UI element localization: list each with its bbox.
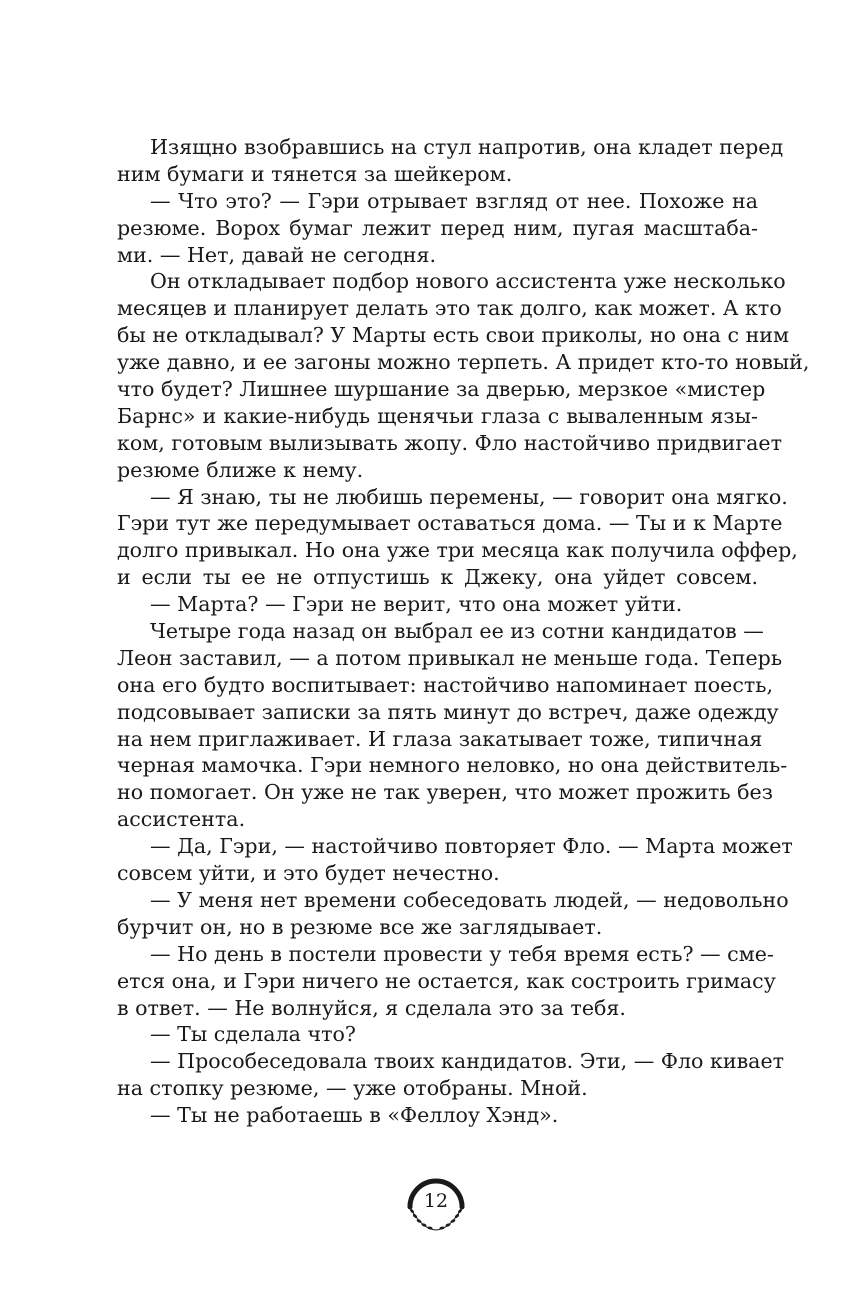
text-line: — У меня нет времени собеседовать людей, — недовольно <box>150 887 789 912</box>
text-line: в ответ. — Не волнуйся, я сделала это за тебя. <box>117 995 626 1020</box>
text-line: бы не откладывал? У Марты есть свои приколы, но она с ним <box>117 323 790 348</box>
text-line: ми. — Нет, давай не сегодня. <box>117 242 437 267</box>
text-line: резюме ближе к нему. <box>117 457 364 482</box>
text-line: — Ты не работаешь в «Феллоу Хэнд». <box>150 1103 559 1128</box>
text-line: уже давно, и ее загоны можно терпеть. А придет кто-то новый, <box>117 350 810 375</box>
text-line: резюме. Ворох бумаг лежит перед ним, пугая масштаба- <box>117 215 758 240</box>
text-line: на стопку резюме, — уже отобраны. Мной. <box>117 1076 588 1101</box>
text-line: — Ты сделала что? <box>150 1022 356 1047</box>
page-folio <box>402 1167 470 1235</box>
text-line: Гэри тут же передумывает оставаться дома. — Ты и к Марте <box>117 511 783 536</box>
text-line: Барнс» и какие-нибудь щенячьи глаза с вываленным язы- <box>117 403 758 428</box>
text-line: ассистента. <box>117 807 246 832</box>
text-line: бурчит он, но в резюме все же заглядывает. <box>117 914 603 939</box>
text-line: — Я знаю, ты не любишь перемены, — говорит она мягко. <box>150 484 788 509</box>
text-line: ним бумаги и тянется за шейкером. <box>117 161 513 186</box>
text-line: Изящно взобравшись на стул напротив, она кладет перед <box>150 135 784 159</box>
text-line: совсем уйти, и это будет нечестно. <box>117 861 500 886</box>
text-line: Он откладывает подбор нового ассистента уже несколько <box>150 269 786 294</box>
text-line: — Прособеседовала твоих кандидатов. Эти, — Фло кивает <box>150 1049 785 1074</box>
text-line: месяцев и планирует делать это так долго, как может. А кто <box>117 296 782 321</box>
text-line: Леон заставил, — а потом привыкал не меньше года. Теперь <box>117 645 783 670</box>
text-line: она его будто воспитывает: настойчиво напоминает поесть, <box>117 672 774 697</box>
text-line: — Что это? — Гэри отрывает взгляд от нее. Похоже на <box>150 188 758 213</box>
text-line: черная мамочка. Гэри немного неловко, но она действитель- <box>117 753 788 778</box>
page-number: 12 <box>423 1190 449 1212</box>
text-line: — Да, Гэри, — настойчиво повторяет Фло. — Марта может <box>150 834 793 859</box>
text-line: ется она, и Гэри ничего не остается, как состроить гримасу <box>117 968 776 993</box>
text-line: подсовывает записки за пять минут до встреч, даже одежду <box>117 699 779 724</box>
text-line: на нем приглаживает. И глаза закатывает тоже, типичная <box>117 726 763 751</box>
text-line: долго привыкал. Но она уже три месяца как получила оффер, <box>117 538 798 563</box>
text-line: и если ты ее не отпустишь к Джеку, она уйдет совсем. <box>117 565 758 590</box>
text-line: Четыре года назад он выбрал ее из сотни кандидатов — <box>150 619 764 644</box>
text-line: но помогает. Он уже не так уверен, что может прожить без <box>117 780 773 805</box>
body-text <box>117 134 810 1129</box>
text-line: ком, готовым вылизывать жопу. Фло настойчиво придвигает <box>117 430 782 455</box>
text-line: — Но день в постели провести у тебя время есть? — сме- <box>150 941 774 966</box>
text-line: что будет? Лишнее шуршание за дверью, мерзкое «мистер <box>117 377 766 402</box>
text-line: — Марта? — Гэри не верит, что она может уйти. <box>150 592 683 617</box>
